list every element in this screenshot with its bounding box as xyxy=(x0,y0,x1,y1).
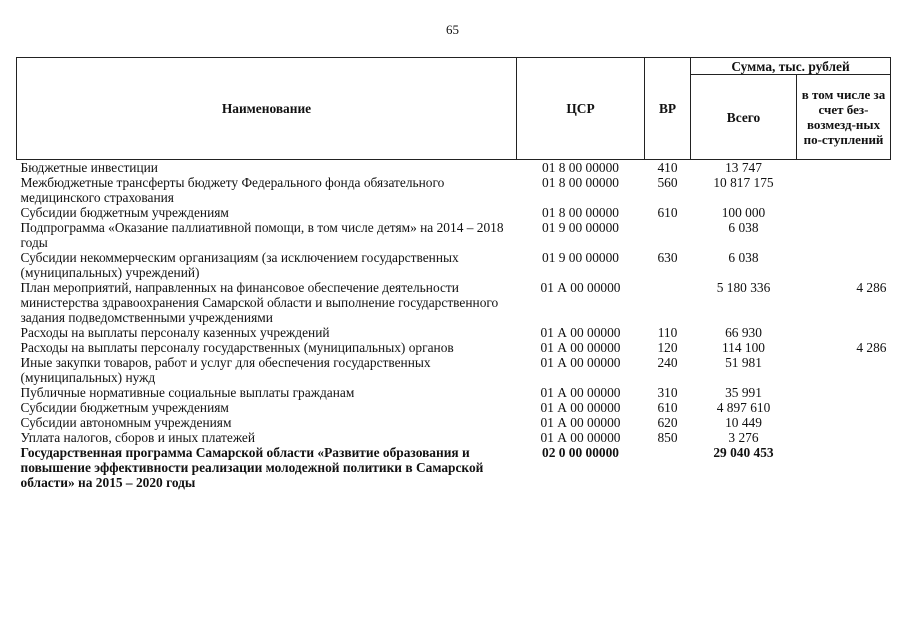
row-vr: 610 xyxy=(657,400,678,415)
row-vr: 120 xyxy=(657,340,678,355)
row-total: 10 817 175 xyxy=(713,175,774,190)
row-name: Субсидии автономным учреждениям xyxy=(20,415,232,430)
row-vr: 310 xyxy=(657,385,678,400)
row-free xyxy=(797,160,891,176)
row-name: Субсидии бюджетным учреждениям xyxy=(20,400,229,415)
row-free xyxy=(797,385,891,400)
row-vr: 110 xyxy=(657,325,678,340)
table-row xyxy=(17,415,891,430)
table-row xyxy=(17,385,891,400)
header-free: в том числе за счет без-возмезд-ных по-ступлений xyxy=(797,75,891,160)
row-vr: 240 xyxy=(657,355,678,370)
row-total: 114 100 xyxy=(721,340,766,355)
header-sum: Сумма, тыс. рублей xyxy=(691,58,891,75)
row-code: 01 8 00 00000 xyxy=(542,160,619,175)
table-body xyxy=(17,160,891,491)
page-number: 65 xyxy=(446,22,459,37)
table-row xyxy=(17,445,891,490)
row-code: 01 А 00 00000 xyxy=(540,400,621,415)
row-code: 01 А 00 00000 xyxy=(540,325,621,340)
row-vr: 630 xyxy=(657,250,678,265)
table-row xyxy=(17,205,891,220)
row-total: 6 038 xyxy=(728,250,759,265)
row-free xyxy=(797,445,891,490)
row-code: 01 А 00 00000 xyxy=(540,355,621,370)
row-code: 01 9 00 00000 xyxy=(542,250,619,265)
row-code: 01 8 00 00000 xyxy=(542,175,619,190)
row-free xyxy=(797,430,891,445)
row-free xyxy=(797,205,891,220)
row-total: 3 276 xyxy=(728,430,759,445)
row-code: 01 А 00 00000 xyxy=(540,430,621,445)
row-code: 01 А 00 00000 xyxy=(540,340,621,355)
row-code: 01 9 00 00000 xyxy=(542,220,619,235)
row-code: 01 А 00 00000 xyxy=(540,280,621,295)
row-name: Уплата налогов, сборов и иных платежей xyxy=(20,430,256,445)
table-row xyxy=(17,280,891,325)
table-row xyxy=(17,325,891,340)
table-row xyxy=(17,400,891,415)
row-code: 01 А 00 00000 xyxy=(540,415,621,430)
row-vr xyxy=(645,445,691,490)
row-total: 100 000 xyxy=(721,205,766,220)
header-name: Наименование xyxy=(17,58,517,160)
row-total: 29 040 453 xyxy=(713,445,774,460)
row-name: Иные закупки товаров, работ и услуг для обеспечения государственных (муниципальных) нужд xyxy=(20,355,431,385)
row-name: Государственная программа Самарской области «Развитие образования и повышение эффективности реализации молодежной политики в Самарской области» на 2015 – 2020 годы xyxy=(20,445,484,490)
table-row xyxy=(17,355,891,385)
row-free xyxy=(797,325,891,340)
row-total: 5 180 336 xyxy=(716,280,771,295)
header-code: ЦСР xyxy=(517,58,645,160)
row-vr: 610 xyxy=(657,205,678,220)
table-row xyxy=(17,160,891,176)
row-vr xyxy=(645,280,691,325)
table-row xyxy=(17,220,891,250)
row-total: 35 991 xyxy=(725,385,762,400)
row-free xyxy=(797,250,891,280)
table-row xyxy=(17,175,891,205)
row-code: 01 А 00 00000 xyxy=(540,385,621,400)
row-name: Межбюджетные трансферты бюджету Федерального фонда обязательного медицинского страхования xyxy=(20,175,445,205)
row-total: 6 038 xyxy=(728,220,759,235)
row-free xyxy=(797,415,891,430)
row-name: Расходы на выплаты персоналу казенных учреждений xyxy=(20,325,330,340)
row-free xyxy=(797,175,891,205)
table-row xyxy=(17,430,891,445)
row-name: Субсидии некоммерческим организациям (за исключением государственных (муниципальных) учреждений) xyxy=(20,250,459,280)
row-name: Бюджетные инвестиции xyxy=(20,160,158,175)
row-code: 02 0 00 00000 xyxy=(542,445,619,460)
row-total: 66 930 xyxy=(725,325,762,340)
row-vr xyxy=(645,220,691,250)
header-vr: ВР xyxy=(645,58,691,160)
row-free: 4 286 xyxy=(856,340,887,355)
row-name: Расходы на выплаты персоналу государственных (муниципальных) органов xyxy=(20,340,454,355)
row-name: Субсидии бюджетным учреждениям xyxy=(20,205,229,220)
budget-table xyxy=(16,57,891,490)
row-free xyxy=(797,400,891,415)
row-name: План мероприятий, направленных на финансовое обеспечение деятельности министерства здравоохранения Самарской области и выполнение государственного задания подведомственными учреждениями xyxy=(20,280,499,325)
header-total: Всего xyxy=(691,75,797,160)
row-total: 10 449 xyxy=(725,415,762,430)
table-row xyxy=(17,250,891,280)
row-vr: 560 xyxy=(657,175,678,190)
row-total: 4 897 610 xyxy=(716,400,771,415)
table-row xyxy=(17,340,891,355)
row-vr: 410 xyxy=(657,160,678,175)
row-free xyxy=(797,220,891,250)
row-total: 13 747 xyxy=(725,160,762,175)
row-name: Публичные нормативные социальные выплаты гражданам xyxy=(20,385,355,400)
row-code: 01 8 00 00000 xyxy=(542,205,619,220)
row-free xyxy=(797,355,891,385)
row-name: Подпрограмма «Оказание паллиативной помощи, в том числе детям» на 2014 – 2018 годы xyxy=(20,220,504,250)
row-vr: 850 xyxy=(657,430,678,445)
row-free: 4 286 xyxy=(856,280,887,295)
row-vr: 620 xyxy=(657,415,678,430)
row-total: 51 981 xyxy=(725,355,762,370)
